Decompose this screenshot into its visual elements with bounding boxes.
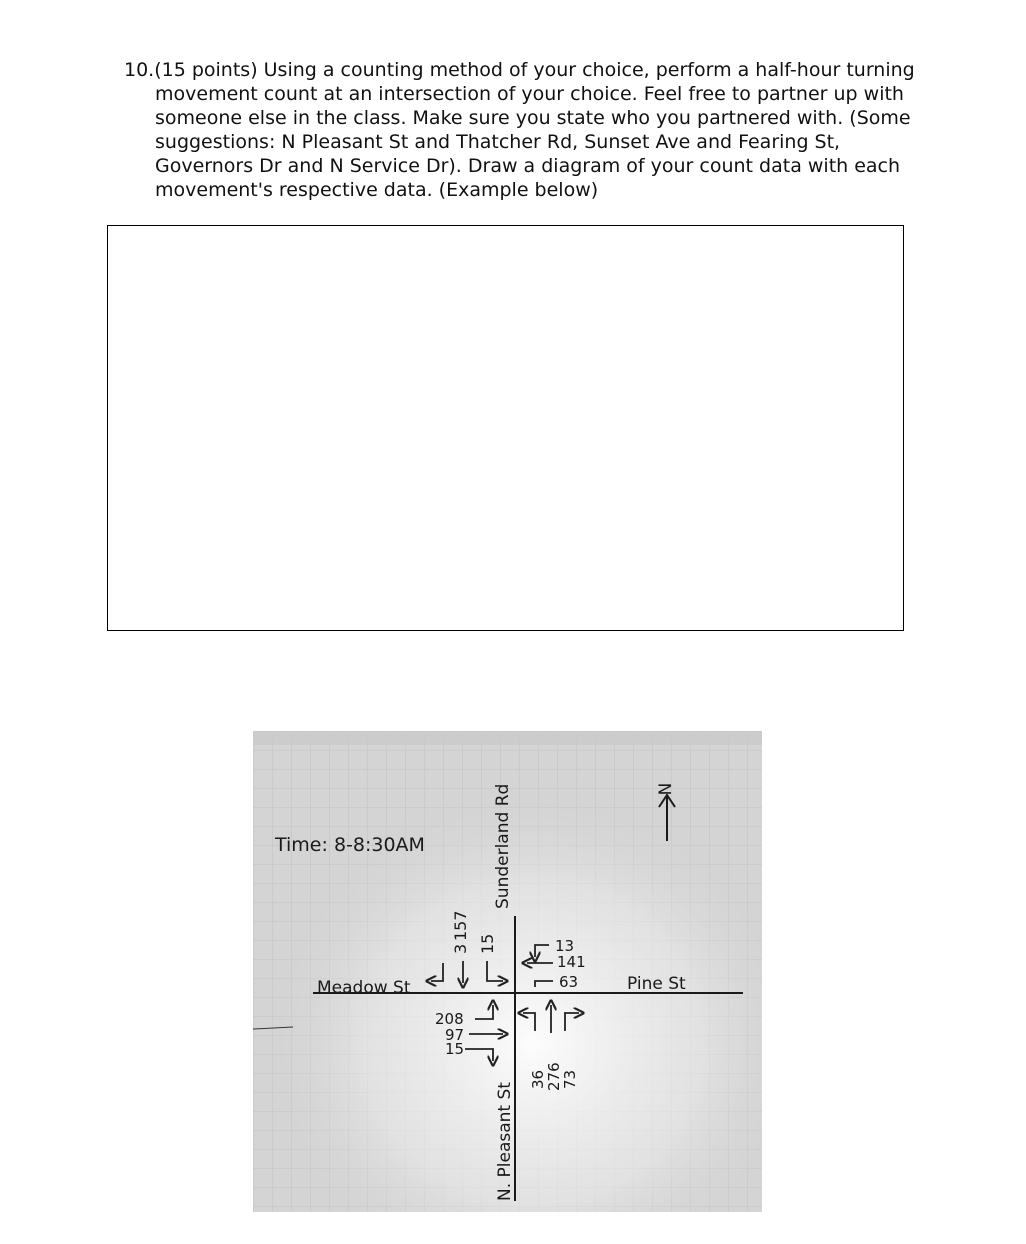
street-south-label: N. Pleasant St	[495, 1082, 515, 1201]
example-diagram-photo	[253, 731, 762, 1212]
north-arrow-label: N	[656, 782, 676, 796]
sb-right-count: 3	[451, 943, 470, 954]
wb-right-count: 13	[555, 937, 575, 955]
eb-left-count: 208	[435, 1010, 464, 1028]
question-body: 10.(15 points) Using a counting method of your choice, perform a half-hour turning movement count at an intersection of your choice. Feel free to partner up with someone else in the class. Make sure you state who you partnered with. (Some suggestions: N Pleasant St and Thatcher Rd, Sunset Ave and Fearing St, Governors Dr and N Service Dr). Draw a diagram of your count data with each movement's respective data. (Example below)	[124, 59, 915, 201]
street-west-label: Meadow St	[317, 978, 411, 998]
photo-top-shadow	[253, 731, 762, 745]
question-text	[124, 58, 924, 202]
wb-through-count: 141	[557, 953, 586, 971]
nb-through-count: 276	[545, 1062, 563, 1091]
sb-left-count: 15	[478, 933, 497, 954]
wb-left-count: 63	[559, 973, 579, 991]
eb-through-count: 97	[445, 1026, 465, 1044]
example-diagram	[253, 731, 762, 1212]
street-east-label: Pine St	[627, 974, 686, 994]
answer-box[interactable]	[107, 225, 904, 631]
street-north-label: Sunderland Rd	[493, 783, 513, 909]
nb-right-count: 73	[561, 1069, 579, 1089]
sb-through-count: 157	[451, 910, 470, 941]
time-label: Time: 8-8:30AM	[275, 834, 425, 856]
nb-left-count: 36	[529, 1069, 547, 1089]
eb-right-count: 15	[445, 1040, 465, 1058]
